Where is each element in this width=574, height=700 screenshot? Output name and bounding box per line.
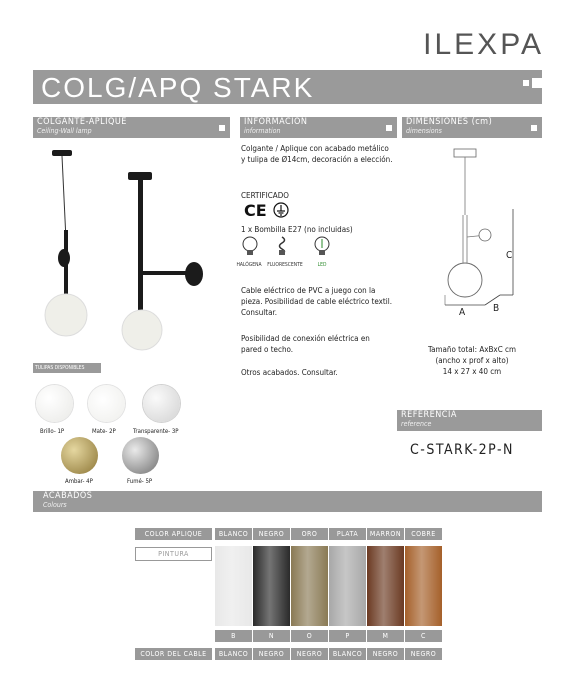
bulb-types-icons <box>238 234 348 264</box>
finish-name: BLANCO <box>215 528 252 540</box>
brand-logo: ILEXPA <box>423 28 544 61</box>
finish-code: O <box>291 630 328 642</box>
tulip-ambar <box>61 437 98 474</box>
cable-color: NEGRO <box>291 648 328 660</box>
section-title: REFERENCIA <box>401 410 457 420</box>
dim-label-b: B <box>493 303 500 314</box>
tulip-fume <box>122 437 159 474</box>
bulb-label: LED <box>317 262 327 268</box>
dims-order: (ancho x prof x alto) <box>435 356 509 365</box>
lamp-illustration <box>30 140 230 365</box>
cable-color: BLANCO <box>215 648 252 660</box>
led-bulb-icon <box>315 237 329 255</box>
cable-color: NEGRO <box>367 648 404 660</box>
section-subtitle: information <box>244 127 281 135</box>
deco-square <box>531 125 537 131</box>
cable-color: BLANCO <box>329 648 366 660</box>
finish-name: ORO <box>291 528 328 540</box>
tulips-label: TULIPAS DISPONIBLES <box>33 363 101 373</box>
tulip-brillo <box>36 385 73 422</box>
bulb-label: FLUORESCENTE <box>267 262 303 268</box>
product-title: COLG/APQ STARK <box>41 72 315 103</box>
color-aplique-header: COLOR APLIQUE <box>135 528 212 540</box>
info-description: Colgante / Aplique con acabado metálico y tulipa de Ø14cm, decoración a elección. <box>241 144 393 164</box>
pintura-label: PINTURA <box>135 547 212 561</box>
finish-name: COBRE <box>405 528 442 540</box>
section-title: INFORMACIÓN <box>244 117 308 127</box>
tulip-label: Ambar- 4P <box>65 478 93 485</box>
ce-mark-icon <box>244 201 290 219</box>
bulb-info: 1 x Bombilla E27 (no incluidas) <box>241 225 353 234</box>
finish-swatch <box>291 546 328 626</box>
cable-color-header: COLOR DEL CABLE <box>135 648 212 660</box>
finish-swatch <box>253 546 290 626</box>
svg-text:CE: CE <box>244 201 267 219</box>
section-subtitle: Colours <box>43 501 67 509</box>
certified-label: CERTIFICADO <box>241 191 289 200</box>
section-title: DIMENSIONES (cm) <box>406 117 493 127</box>
finish-name: NEGRO <box>253 528 290 540</box>
section-title: COLGANTE-APLIQUE <box>37 117 127 127</box>
finish-code: N <box>253 630 290 642</box>
reference-code: C-STARK-2P-N <box>410 442 514 458</box>
cable-color: NEGRO <box>253 648 290 660</box>
bulb-label: HALÓGENA <box>236 262 262 268</box>
tulip-label: Fumé- 5P <box>127 478 153 485</box>
dim-label-c: C <box>506 250 513 261</box>
deco-square <box>545 76 557 90</box>
section-subtitle: reference <box>401 420 432 428</box>
section-lamp-header <box>33 117 230 138</box>
finish-code: M <box>367 630 404 642</box>
dim-label-a: A <box>459 307 466 318</box>
cable-color: NEGRO <box>405 648 442 660</box>
finish-swatch <box>329 546 366 626</box>
tulip-label: Brillo- 1P <box>40 428 65 435</box>
deco-square <box>532 78 542 88</box>
section-ref-header <box>397 410 542 431</box>
finish-name: PLATA <box>329 528 366 540</box>
other-finishes-info: Otros acabados. Consultar. <box>241 368 338 377</box>
section-finishes-header <box>33 491 542 512</box>
deco-square <box>523 80 529 86</box>
cable-info: Cable eléctrico de PVC a juego con la pieza. Posibilidad de cable eléctrico textil. Consultar. <box>241 286 393 317</box>
section-subtitle: dimensions <box>406 127 442 135</box>
section-subtitle: Ceiling-Wall lamp <box>37 127 92 135</box>
finish-swatch <box>405 546 442 626</box>
dimensions-diagram <box>405 145 540 325</box>
finish-code: C <box>405 630 442 642</box>
section-info-header <box>240 117 397 138</box>
section-title: ACABADOS <box>43 491 93 501</box>
deco-square <box>386 125 392 131</box>
tulip-label: Transparente- 3P <box>133 428 179 435</box>
finish-code: P <box>329 630 366 642</box>
finish-code: B <box>215 630 252 642</box>
finish-name: MARRON <box>367 528 404 540</box>
deco-square <box>219 125 225 131</box>
title-bar <box>33 70 542 104</box>
tulip-label: Mate- 2P <box>92 428 116 435</box>
halogen-bulb-icon <box>243 237 257 255</box>
tulip-transparente <box>143 385 180 422</box>
dims-values: 14 x 27 x 40 cm <box>442 367 502 376</box>
finish-swatch <box>367 546 404 626</box>
dims-total: Tamaño total: AxBxC cm <box>428 345 516 354</box>
finish-swatch <box>215 546 252 626</box>
tulip-mate <box>88 385 125 422</box>
connection-info: Posibilidad de conexión eléctrica en pared o techo. <box>241 334 370 354</box>
fluorescent-bulb-icon <box>279 237 285 255</box>
section-dims-header <box>402 117 542 138</box>
